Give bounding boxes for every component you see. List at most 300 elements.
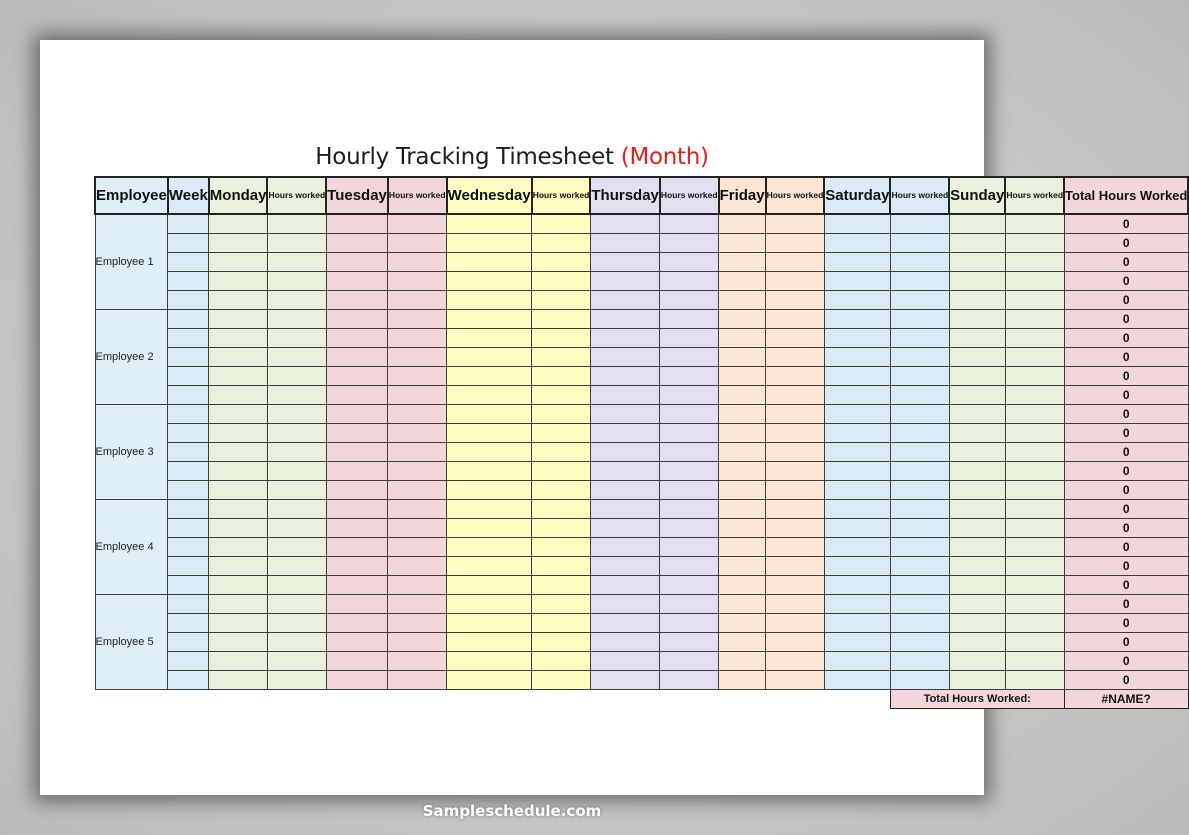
monday-cell[interactable] — [209, 633, 268, 652]
tuesday-cell[interactable] — [326, 671, 388, 690]
sunday-hours-cell[interactable] — [1005, 329, 1064, 348]
wednesday-hours-cell[interactable] — [532, 576, 591, 595]
wednesday-hours-cell[interactable] — [532, 291, 591, 310]
thursday-cell[interactable] — [590, 291, 660, 310]
wednesday-hours-cell[interactable] — [532, 595, 591, 614]
saturday-hours-cell[interactable] — [890, 614, 949, 633]
sunday-cell[interactable] — [949, 443, 1005, 462]
thursday-cell[interactable] — [590, 348, 660, 367]
sunday-hours-cell[interactable] — [1005, 481, 1064, 500]
thursday-hours-cell[interactable] — [660, 310, 719, 329]
wednesday-hours-cell[interactable] — [532, 519, 591, 538]
tuesday-cell[interactable] — [326, 386, 388, 405]
monday-cell[interactable] — [209, 614, 268, 633]
week-cell[interactable] — [168, 595, 209, 614]
monday-hours-cell[interactable] — [267, 538, 326, 557]
wednesday-cell[interactable] — [447, 576, 532, 595]
tuesday-cell[interactable] — [326, 214, 388, 234]
saturday-cell[interactable] — [824, 348, 890, 367]
saturday-cell[interactable] — [824, 310, 890, 329]
sunday-cell[interactable] — [949, 386, 1005, 405]
sunday-hours-cell[interactable] — [1005, 424, 1064, 443]
saturday-hours-cell[interactable] — [890, 386, 949, 405]
sunday-hours-cell[interactable] — [1005, 272, 1064, 291]
tuesday-hours-cell[interactable] — [388, 557, 447, 576]
monday-hours-cell[interactable] — [267, 424, 326, 443]
saturday-hours-cell[interactable] — [890, 576, 949, 595]
wednesday-hours-cell[interactable] — [532, 253, 591, 272]
monday-hours-cell[interactable] — [267, 405, 326, 424]
saturday-cell[interactable] — [824, 386, 890, 405]
week-cell[interactable] — [168, 405, 209, 424]
monday-hours-cell[interactable] — [267, 595, 326, 614]
monday-cell[interactable] — [209, 253, 268, 272]
wednesday-hours-cell[interactable] — [532, 214, 591, 234]
tuesday-cell[interactable] — [326, 253, 388, 272]
wednesday-hours-cell[interactable] — [532, 652, 591, 671]
thursday-cell[interactable] — [590, 214, 660, 234]
friday-hours-cell[interactable] — [766, 576, 825, 595]
saturday-cell[interactable] — [824, 367, 890, 386]
friday-hours-cell[interactable] — [766, 652, 825, 671]
thursday-cell[interactable] — [590, 367, 660, 386]
saturday-hours-cell[interactable] — [890, 538, 949, 557]
week-cell[interactable] — [168, 348, 209, 367]
sunday-cell[interactable] — [949, 652, 1005, 671]
wednesday-cell[interactable] — [447, 595, 532, 614]
sunday-cell[interactable] — [949, 253, 1005, 272]
friday-hours-cell[interactable] — [766, 424, 825, 443]
thursday-hours-cell[interactable] — [660, 519, 719, 538]
friday-hours-cell[interactable] — [766, 234, 825, 253]
wednesday-hours-cell[interactable] — [532, 272, 591, 291]
friday-cell[interactable] — [719, 310, 766, 329]
monday-cell[interactable] — [209, 405, 268, 424]
week-cell[interactable] — [168, 652, 209, 671]
tuesday-cell[interactable] — [326, 405, 388, 424]
saturday-hours-cell[interactable] — [890, 310, 949, 329]
monday-hours-cell[interactable] — [267, 386, 326, 405]
friday-hours-cell[interactable] — [766, 386, 825, 405]
sunday-cell[interactable] — [949, 557, 1005, 576]
tuesday-hours-cell[interactable] — [388, 462, 447, 481]
saturday-hours-cell[interactable] — [890, 367, 949, 386]
week-cell[interactable] — [168, 329, 209, 348]
saturday-hours-cell[interactable] — [890, 214, 949, 234]
week-cell[interactable] — [168, 291, 209, 310]
saturday-hours-cell[interactable] — [890, 481, 949, 500]
tuesday-cell[interactable] — [326, 519, 388, 538]
friday-cell[interactable] — [719, 291, 766, 310]
sunday-hours-cell[interactable] — [1005, 595, 1064, 614]
monday-hours-cell[interactable] — [267, 367, 326, 386]
monday-hours-cell[interactable] — [267, 633, 326, 652]
saturday-hours-cell[interactable] — [890, 519, 949, 538]
friday-hours-cell[interactable] — [766, 538, 825, 557]
thursday-cell[interactable] — [590, 310, 660, 329]
wednesday-hours-cell[interactable] — [532, 386, 591, 405]
week-cell[interactable] — [168, 481, 209, 500]
tuesday-hours-cell[interactable] — [388, 481, 447, 500]
friday-hours-cell[interactable] — [766, 462, 825, 481]
saturday-cell[interactable] — [824, 405, 890, 424]
saturday-cell[interactable] — [824, 595, 890, 614]
saturday-cell[interactable] — [824, 519, 890, 538]
sunday-hours-cell[interactable] — [1005, 576, 1064, 595]
friday-hours-cell[interactable] — [766, 443, 825, 462]
saturday-cell[interactable] — [824, 481, 890, 500]
friday-cell[interactable] — [719, 424, 766, 443]
thursday-hours-cell[interactable] — [660, 253, 719, 272]
thursday-hours-cell[interactable] — [660, 386, 719, 405]
week-cell[interactable] — [168, 576, 209, 595]
sunday-cell[interactable] — [949, 272, 1005, 291]
saturday-cell[interactable] — [824, 538, 890, 557]
sunday-hours-cell[interactable] — [1005, 443, 1064, 462]
sunday-hours-cell[interactable] — [1005, 500, 1064, 519]
monday-hours-cell[interactable] — [267, 272, 326, 291]
friday-hours-cell[interactable] — [766, 348, 825, 367]
wednesday-cell[interactable] — [447, 443, 532, 462]
tuesday-cell[interactable] — [326, 291, 388, 310]
thursday-cell[interactable] — [590, 443, 660, 462]
tuesday-cell[interactable] — [326, 310, 388, 329]
monday-cell[interactable] — [209, 386, 268, 405]
monday-hours-cell[interactable] — [267, 214, 326, 234]
wednesday-hours-cell[interactable] — [532, 614, 591, 633]
tuesday-cell[interactable] — [326, 481, 388, 500]
wednesday-hours-cell[interactable] — [532, 424, 591, 443]
wednesday-cell[interactable] — [447, 481, 532, 500]
thursday-cell[interactable] — [590, 652, 660, 671]
friday-cell[interactable] — [719, 595, 766, 614]
saturday-hours-cell[interactable] — [890, 329, 949, 348]
saturday-hours-cell[interactable] — [890, 462, 949, 481]
thursday-hours-cell[interactable] — [660, 462, 719, 481]
friday-hours-cell[interactable] — [766, 614, 825, 633]
week-cell[interactable] — [168, 500, 209, 519]
wednesday-cell[interactable] — [447, 671, 532, 690]
friday-hours-cell[interactable] — [766, 214, 825, 234]
thursday-hours-cell[interactable] — [660, 652, 719, 671]
sunday-cell[interactable] — [949, 671, 1005, 690]
week-cell[interactable] — [168, 462, 209, 481]
saturday-hours-cell[interactable] — [890, 671, 949, 690]
thursday-cell[interactable] — [590, 557, 660, 576]
saturday-cell[interactable] — [824, 443, 890, 462]
wednesday-cell[interactable] — [447, 272, 532, 291]
thursday-hours-cell[interactable] — [660, 214, 719, 234]
thursday-hours-cell[interactable] — [660, 424, 719, 443]
thursday-cell[interactable] — [590, 500, 660, 519]
week-cell[interactable] — [168, 538, 209, 557]
sunday-hours-cell[interactable] — [1005, 234, 1064, 253]
friday-cell[interactable] — [719, 405, 766, 424]
tuesday-hours-cell[interactable] — [388, 386, 447, 405]
week-cell[interactable] — [168, 614, 209, 633]
wednesday-cell[interactable] — [447, 633, 532, 652]
sunday-cell[interactable] — [949, 595, 1005, 614]
tuesday-cell[interactable] — [326, 500, 388, 519]
thursday-hours-cell[interactable] — [660, 443, 719, 462]
friday-cell[interactable] — [719, 367, 766, 386]
friday-hours-cell[interactable] — [766, 310, 825, 329]
tuesday-cell[interactable] — [326, 652, 388, 671]
friday-hours-cell[interactable] — [766, 291, 825, 310]
friday-cell[interactable] — [719, 633, 766, 652]
thursday-hours-cell[interactable] — [660, 405, 719, 424]
monday-cell[interactable] — [209, 214, 268, 234]
tuesday-hours-cell[interactable] — [388, 329, 447, 348]
sunday-hours-cell[interactable] — [1005, 519, 1064, 538]
sunday-cell[interactable] — [949, 576, 1005, 595]
saturday-hours-cell[interactable] — [890, 557, 949, 576]
friday-cell[interactable] — [719, 481, 766, 500]
monday-hours-cell[interactable] — [267, 310, 326, 329]
tuesday-hours-cell[interactable] — [388, 214, 447, 234]
thursday-cell[interactable] — [590, 576, 660, 595]
friday-cell[interactable] — [719, 576, 766, 595]
tuesday-hours-cell[interactable] — [388, 443, 447, 462]
sunday-hours-cell[interactable] — [1005, 462, 1064, 481]
thursday-hours-cell[interactable] — [660, 234, 719, 253]
tuesday-hours-cell[interactable] — [388, 367, 447, 386]
monday-cell[interactable] — [209, 329, 268, 348]
monday-hours-cell[interactable] — [267, 519, 326, 538]
wednesday-hours-cell[interactable] — [532, 633, 591, 652]
thursday-hours-cell[interactable] — [660, 557, 719, 576]
saturday-cell[interactable] — [824, 291, 890, 310]
wednesday-cell[interactable] — [447, 310, 532, 329]
thursday-cell[interactable] — [590, 614, 660, 633]
tuesday-hours-cell[interactable] — [388, 500, 447, 519]
wednesday-hours-cell[interactable] — [532, 481, 591, 500]
tuesday-hours-cell[interactable] — [388, 348, 447, 367]
monday-hours-cell[interactable] — [267, 671, 326, 690]
friday-hours-cell[interactable] — [766, 633, 825, 652]
monday-cell[interactable] — [209, 595, 268, 614]
week-cell[interactable] — [168, 671, 209, 690]
sunday-hours-cell[interactable] — [1005, 405, 1064, 424]
thursday-cell[interactable] — [590, 481, 660, 500]
sunday-hours-cell[interactable] — [1005, 538, 1064, 557]
thursday-hours-cell[interactable] — [660, 272, 719, 291]
tuesday-hours-cell[interactable] — [388, 310, 447, 329]
saturday-cell[interactable] — [824, 614, 890, 633]
week-cell[interactable] — [168, 424, 209, 443]
monday-cell[interactable] — [209, 519, 268, 538]
sunday-hours-cell[interactable] — [1005, 310, 1064, 329]
thursday-cell[interactable] — [590, 272, 660, 291]
friday-hours-cell[interactable] — [766, 557, 825, 576]
thursday-hours-cell[interactable] — [660, 481, 719, 500]
monday-cell[interactable] — [209, 272, 268, 291]
wednesday-hours-cell[interactable] — [532, 367, 591, 386]
monday-hours-cell[interactable] — [267, 234, 326, 253]
friday-hours-cell[interactable] — [766, 481, 825, 500]
wednesday-cell[interactable] — [447, 214, 532, 234]
thursday-cell[interactable] — [590, 329, 660, 348]
monday-hours-cell[interactable] — [267, 576, 326, 595]
thursday-cell[interactable] — [590, 462, 660, 481]
monday-hours-cell[interactable] — [267, 500, 326, 519]
saturday-cell[interactable] — [824, 329, 890, 348]
sunday-cell[interactable] — [949, 310, 1005, 329]
wednesday-cell[interactable] — [447, 405, 532, 424]
wednesday-cell[interactable] — [447, 538, 532, 557]
saturday-hours-cell[interactable] — [890, 348, 949, 367]
thursday-cell[interactable] — [590, 234, 660, 253]
monday-hours-cell[interactable] — [267, 481, 326, 500]
tuesday-cell[interactable] — [326, 576, 388, 595]
tuesday-cell[interactable] — [326, 424, 388, 443]
week-cell[interactable] — [168, 253, 209, 272]
tuesday-hours-cell[interactable] — [388, 291, 447, 310]
wednesday-cell[interactable] — [447, 234, 532, 253]
wednesday-hours-cell[interactable] — [532, 671, 591, 690]
friday-hours-cell[interactable] — [766, 405, 825, 424]
wednesday-cell[interactable] — [447, 462, 532, 481]
tuesday-cell[interactable] — [326, 557, 388, 576]
friday-cell[interactable] — [719, 557, 766, 576]
sunday-cell[interactable] — [949, 234, 1005, 253]
friday-cell[interactable] — [719, 253, 766, 272]
monday-hours-cell[interactable] — [267, 253, 326, 272]
saturday-hours-cell[interactable] — [890, 405, 949, 424]
sunday-hours-cell[interactable] — [1005, 652, 1064, 671]
monday-cell[interactable] — [209, 500, 268, 519]
friday-hours-cell[interactable] — [766, 367, 825, 386]
sunday-cell[interactable] — [949, 538, 1005, 557]
saturday-cell[interactable] — [824, 652, 890, 671]
wednesday-cell[interactable] — [447, 291, 532, 310]
sunday-hours-cell[interactable] — [1005, 253, 1064, 272]
thursday-cell[interactable] — [590, 405, 660, 424]
friday-hours-cell[interactable] — [766, 519, 825, 538]
friday-cell[interactable] — [719, 443, 766, 462]
tuesday-hours-cell[interactable] — [388, 424, 447, 443]
friday-cell[interactable] — [719, 272, 766, 291]
saturday-hours-cell[interactable] — [890, 424, 949, 443]
friday-cell[interactable] — [719, 519, 766, 538]
friday-hours-cell[interactable] — [766, 595, 825, 614]
sunday-cell[interactable] — [949, 481, 1005, 500]
saturday-cell[interactable] — [824, 671, 890, 690]
tuesday-hours-cell[interactable] — [388, 405, 447, 424]
thursday-hours-cell[interactable] — [660, 614, 719, 633]
monday-cell[interactable] — [209, 443, 268, 462]
friday-cell[interactable] — [719, 386, 766, 405]
wednesday-hours-cell[interactable] — [532, 329, 591, 348]
thursday-hours-cell[interactable] — [660, 367, 719, 386]
monday-cell[interactable] — [209, 557, 268, 576]
wednesday-hours-cell[interactable] — [532, 443, 591, 462]
sunday-cell[interactable] — [949, 462, 1005, 481]
tuesday-cell[interactable] — [326, 614, 388, 633]
saturday-hours-cell[interactable] — [890, 443, 949, 462]
thursday-hours-cell[interactable] — [660, 633, 719, 652]
wednesday-cell[interactable] — [447, 329, 532, 348]
wednesday-hours-cell[interactable] — [532, 348, 591, 367]
saturday-cell[interactable] — [824, 424, 890, 443]
wednesday-cell[interactable] — [447, 557, 532, 576]
sunday-hours-cell[interactable] — [1005, 291, 1064, 310]
wednesday-hours-cell[interactable] — [532, 538, 591, 557]
sunday-cell[interactable] — [949, 214, 1005, 234]
week-cell[interactable] — [168, 557, 209, 576]
friday-cell[interactable] — [719, 500, 766, 519]
sunday-cell[interactable] — [949, 424, 1005, 443]
tuesday-hours-cell[interactable] — [388, 519, 447, 538]
wednesday-cell[interactable] — [447, 367, 532, 386]
thursday-cell[interactable] — [590, 424, 660, 443]
sunday-hours-cell[interactable] — [1005, 614, 1064, 633]
friday-cell[interactable] — [719, 614, 766, 633]
friday-hours-cell[interactable] — [766, 671, 825, 690]
tuesday-cell[interactable] — [326, 234, 388, 253]
monday-cell[interactable] — [209, 367, 268, 386]
sunday-hours-cell[interactable] — [1005, 214, 1064, 234]
monday-cell[interactable] — [209, 576, 268, 595]
saturday-cell[interactable] — [824, 234, 890, 253]
tuesday-cell[interactable] — [326, 329, 388, 348]
thursday-cell[interactable] — [590, 633, 660, 652]
friday-cell[interactable] — [719, 671, 766, 690]
week-cell[interactable] — [168, 633, 209, 652]
monday-hours-cell[interactable] — [267, 652, 326, 671]
thursday-cell[interactable] — [590, 595, 660, 614]
week-cell[interactable] — [168, 214, 209, 234]
monday-cell[interactable] — [209, 538, 268, 557]
tuesday-hours-cell[interactable] — [388, 614, 447, 633]
tuesday-cell[interactable] — [326, 272, 388, 291]
saturday-hours-cell[interactable] — [890, 633, 949, 652]
friday-cell[interactable] — [719, 234, 766, 253]
tuesday-hours-cell[interactable] — [388, 652, 447, 671]
week-cell[interactable] — [168, 310, 209, 329]
thursday-cell[interactable] — [590, 519, 660, 538]
week-cell[interactable] — [168, 234, 209, 253]
monday-cell[interactable] — [209, 652, 268, 671]
monday-cell[interactable] — [209, 462, 268, 481]
friday-cell[interactable] — [719, 652, 766, 671]
monday-hours-cell[interactable] — [267, 462, 326, 481]
sunday-hours-cell[interactable] — [1005, 633, 1064, 652]
tuesday-hours-cell[interactable] — [388, 671, 447, 690]
wednesday-cell[interactable] — [447, 519, 532, 538]
week-cell[interactable] — [168, 272, 209, 291]
week-cell[interactable] — [168, 519, 209, 538]
saturday-cell[interactable] — [824, 576, 890, 595]
saturday-hours-cell[interactable] — [890, 234, 949, 253]
sunday-hours-cell[interactable] — [1005, 386, 1064, 405]
saturday-hours-cell[interactable] — [890, 272, 949, 291]
saturday-cell[interactable] — [824, 462, 890, 481]
saturday-cell[interactable] — [824, 214, 890, 234]
thursday-hours-cell[interactable] — [660, 329, 719, 348]
monday-hours-cell[interactable] — [267, 329, 326, 348]
wednesday-cell[interactable] — [447, 652, 532, 671]
saturday-hours-cell[interactable] — [890, 500, 949, 519]
friday-hours-cell[interactable] — [766, 500, 825, 519]
friday-cell[interactable] — [719, 329, 766, 348]
thursday-cell[interactable] — [590, 538, 660, 557]
friday-hours-cell[interactable] — [766, 253, 825, 272]
wednesday-cell[interactable] — [447, 614, 532, 633]
thursday-hours-cell[interactable] — [660, 576, 719, 595]
tuesday-hours-cell[interactable] — [388, 633, 447, 652]
thursday-cell[interactable] — [590, 671, 660, 690]
